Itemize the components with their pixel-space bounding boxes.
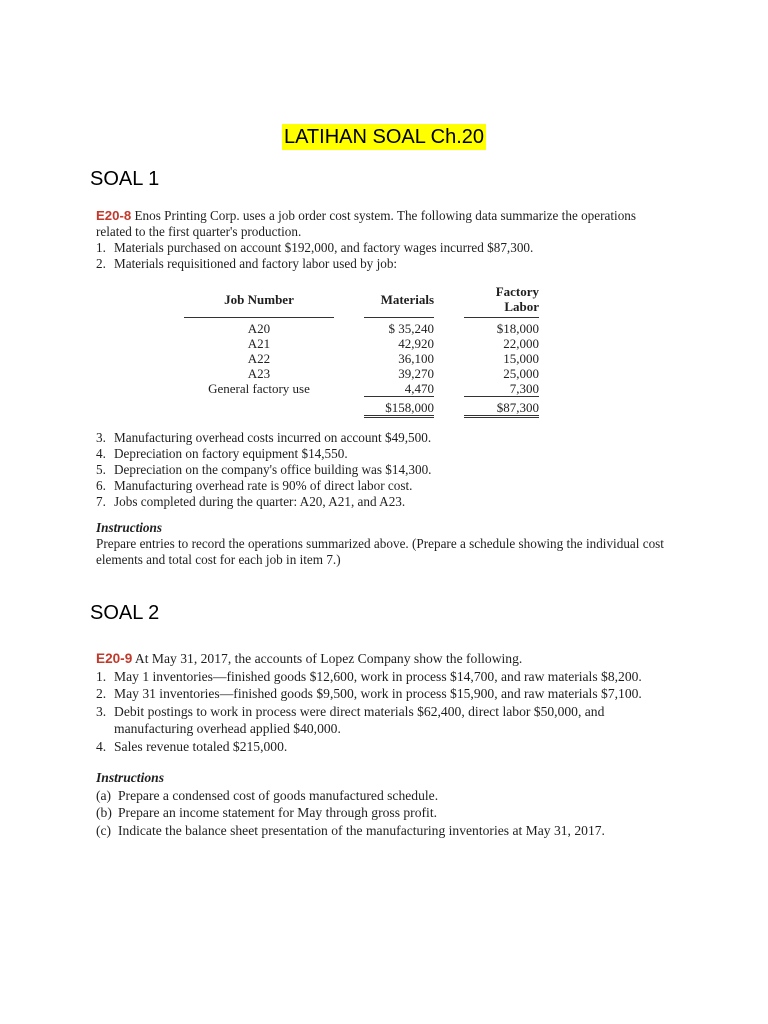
item-text: Depreciation on the company's office building was $14,300. (114, 462, 432, 477)
list-item (96, 256, 666, 272)
col-header-labor: Factory Labor (464, 284, 539, 318)
item-text: Manufacturing overhead rate is 90% of direct labor cost. (114, 478, 413, 493)
item-text: Debit postings to work in process were direct materials $62,400, direct labor $50,000, and manufacturing overhead applied $40,000. (114, 703, 605, 736)
list-item (96, 430, 666, 446)
table-row (184, 366, 539, 381)
soal1-list-bottom (96, 430, 666, 510)
item-text: May 1 inventories—finished goods $12,600, work in process $14,700, and raw materials $8,200. (114, 668, 642, 684)
soal1-heading: SOAL 1 (90, 168, 160, 190)
cell-labor: 25,000 (503, 366, 539, 381)
item-text: May 31 inventories—finished goods $9,500, work in process $15,900, and raw materials $7,100. (114, 686, 642, 701)
col-gap (434, 284, 464, 318)
intro-text: Enos Printing Corp. uses a job order cost system. The following data summarize the operations related to the first quarter's production. (96, 208, 637, 239)
cell-labor: 22,000 (503, 336, 539, 351)
soal1-intro (96, 208, 666, 240)
table-row (184, 351, 539, 366)
cell-materials: 36,100 (398, 351, 434, 366)
list-item (96, 446, 666, 462)
intro-text: At May 31, 2017, the accounts of Lopez Company show the following. (132, 651, 523, 666)
cell-job: A20 (247, 321, 271, 336)
item-number: 3. (96, 430, 106, 445)
item-number: 4. (96, 738, 107, 754)
soal2-heading: SOAL 2 (90, 602, 160, 624)
table-total-row (184, 397, 539, 417)
item-number: 6. (96, 478, 106, 493)
soal1-list-top (96, 240, 666, 272)
list-item (96, 462, 666, 478)
col-gap (334, 284, 364, 318)
list-item (96, 478, 666, 494)
list-item (96, 804, 666, 822)
list-item (96, 685, 666, 703)
cell-job: A22 (247, 351, 271, 366)
item-text: Indicate the balance sheet presentation of the manufacturing inventories at May 31, 2017. (118, 822, 605, 838)
soal2-intro (96, 650, 666, 668)
cell-job: A23 (247, 366, 271, 381)
item-number: 1. (96, 668, 107, 684)
total-labor: $87,300 (464, 397, 539, 417)
cell-materials: $ 35,240 (388, 321, 434, 336)
cell-labor: 7,300 (509, 381, 539, 396)
item-number: (c) (96, 822, 112, 838)
cell-job: General factory use (208, 381, 310, 397)
total-materials: $158,000 (364, 397, 434, 417)
item-number: 5. (96, 462, 106, 477)
list-item (96, 787, 666, 805)
cell-labor: 15,000 (503, 351, 539, 366)
title-wrap (0, 124, 768, 150)
item-number: 4. (96, 446, 106, 461)
item-text: Materials purchased on account $192,000, and factory wages incurred $87,300. (114, 240, 534, 255)
soal2-instructions-list (96, 787, 666, 840)
soal2-exercise (96, 650, 666, 839)
item-number: 2. (96, 256, 106, 271)
soal1-exercise (96, 208, 666, 568)
table-row (184, 381, 539, 397)
item-number: 1. (96, 240, 106, 255)
cell-materials: 39,270 (398, 366, 434, 381)
page-title: LATIHAN SOAL Ch.20 (283, 126, 485, 148)
instructions-heading: Instructions (96, 770, 165, 785)
item-number: 2. (96, 686, 107, 701)
list-item (96, 738, 666, 756)
exercise-code: E20-9 (96, 651, 133, 666)
cell-job: A21 (247, 336, 271, 351)
table-row (184, 318, 539, 337)
table-header-row (184, 284, 539, 318)
col-header-job: Job Number (184, 284, 334, 318)
item-text: Prepare a condensed cost of goods manufactured schedule. (118, 787, 439, 803)
item-text: Prepare an income statement for May through gross profit. (118, 805, 437, 820)
item-text: Materials requisitioned and factory labor used by job: (114, 256, 398, 271)
job-cost-table (184, 284, 539, 418)
list-item (96, 494, 666, 510)
soal2-list (96, 668, 666, 756)
cell-materials: 42,920 (398, 336, 434, 351)
cell-labor: $18,000 (496, 321, 539, 336)
list-item (96, 668, 666, 686)
item-text: Depreciation on factory equipment $14,550. (114, 446, 348, 461)
item-number: (a) (96, 787, 112, 803)
instructions-heading: Instructions (96, 520, 162, 535)
exercise-code: E20-8 (96, 208, 132, 223)
list-item (96, 822, 666, 840)
col-header-materials: Materials (364, 284, 434, 318)
item-text: Sales revenue totaled $215,000. (114, 738, 288, 754)
instructions-text: Prepare entries to record the operations summarized above. (Prepare a schedule showing the individual cost elements and total cost for each job in item 7.) (96, 536, 664, 567)
list-item (96, 703, 666, 738)
item-text: Manufacturing overhead costs incurred on account $49,500. (114, 430, 432, 445)
list-item (96, 240, 666, 256)
item-number: 7. (96, 494, 106, 509)
item-number: (b) (96, 805, 112, 820)
cell-materials: 4,470 (404, 381, 434, 396)
item-text: Jobs completed during the quarter: A20, A21, and A23. (114, 494, 406, 509)
item-number: 3. (96, 703, 107, 719)
table-row (184, 336, 539, 351)
